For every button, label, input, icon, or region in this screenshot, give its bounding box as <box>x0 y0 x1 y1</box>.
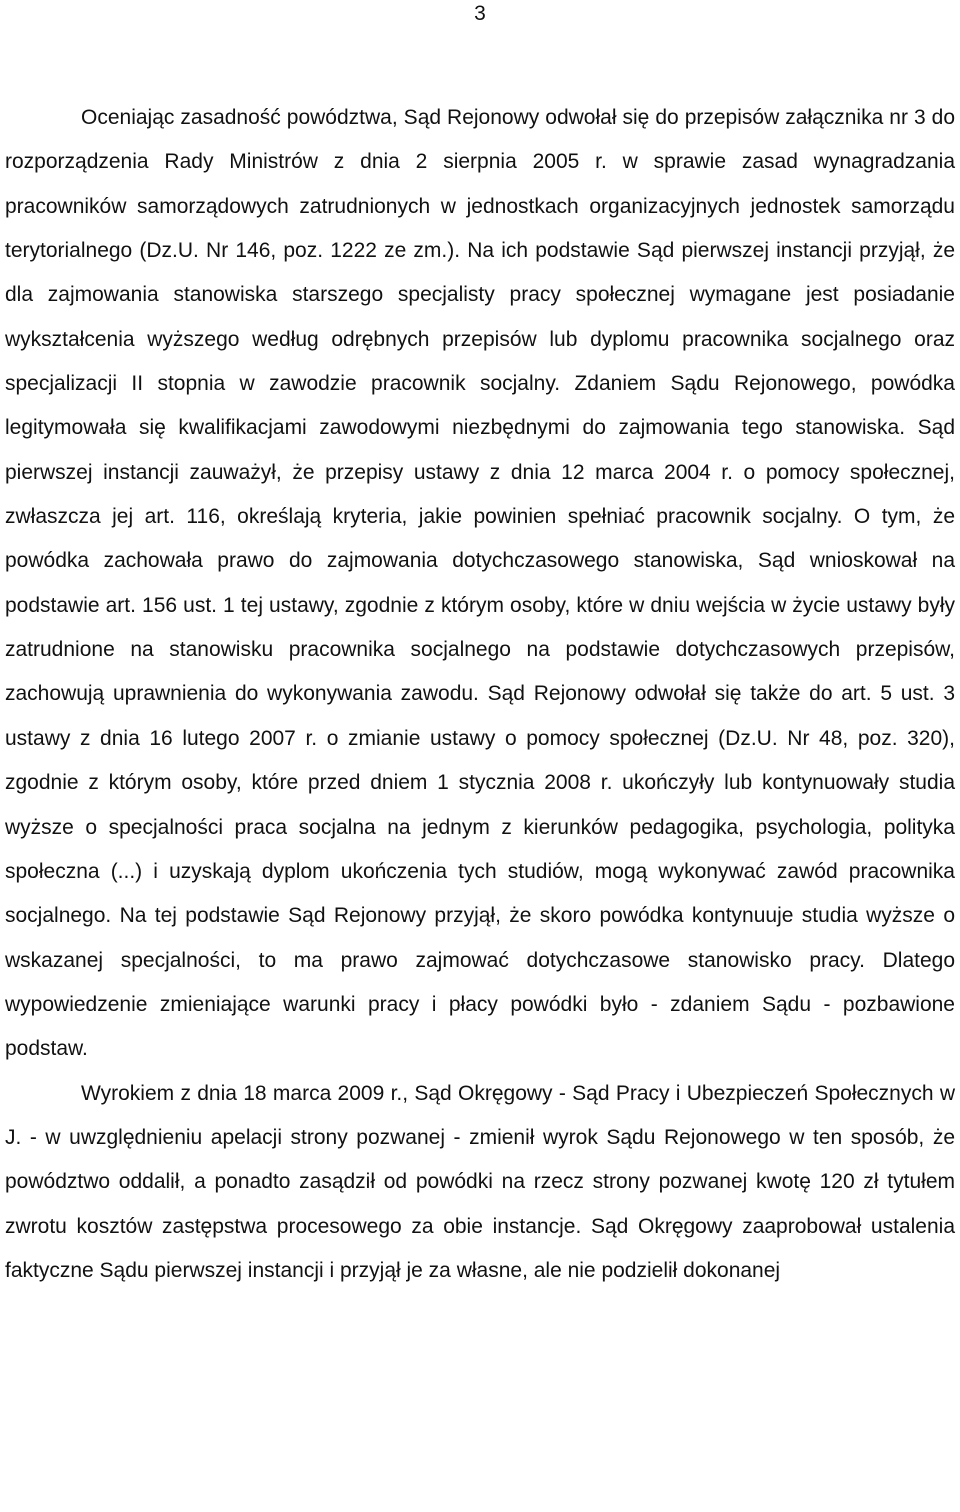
page-number: 3 <box>474 2 486 25</box>
paragraph: Wyrokiem z dnia 18 marca 2009 r., Sąd Okręgowy - Sąd Pracy i Ubezpieczeń Społecznych w J. - w uwzględnieniu apelacji strony pozwanej - zmienił wyrok Sądu Rejonowego w ten sposób, że powództwo oddalił, a ponadto zasądził od powódki na rzecz strony pozwanej kwotę 120 zł tytułem zwrotu kosztów zastępstwa procesowego za obie instancje. Sąd Okręgowy zaaprobował ustalenia faktyczne Sądu pierwszej instancji i przyjął je za własne, ale nie podzielił dokonanej <box>5 1081 955 1282</box>
paragraph: Oceniając zasadność powództwa, Sąd Rejonowy odwołał się do przepisów załącznika nr 3 do rozporządzenia Rady Ministrów z dnia 2 sierpnia 2005 r. w sprawie zasad wynagradzania pracowników samorządowych zatrudnionych w jednostkach organizacyjnych jednostek samorządu terytorialnego (Dz.U. Nr 146, poz. 1222 ze zm.). Na ich podstawie Sąd pierwszej instancji przyjął, że dla zajmowania stanowiska starszego specjalisty pracy społecznej wymagane jest posiadanie wykształcenia wyższego według odrębnych przepisów lub dyplomu pracownika socjalnego oraz specjalizacji II stopnia w zawodzie pracownik socjalny. Zdaniem Sądu Rejonowego, powódka legitymowała się kwalifikacjami zawodowymi niezbędnymi do zajmowania tego stanowiska. Sąd pierwszej instancji zauważył, że przepisy ustawy z dnia 12 marca 2004 r. o pomocy społecznej, zwłaszcza jej art. 116, określają kryteria, jakie powinien spełniać pracownik socjalny. O tym, że powódka zachowała prawo do zajmowania dotychczasowego stanowiska, Sąd wnioskował na podstawie art. 156 ust. 1 tej ustawy, zgodnie z którym osoby, które w dniu wejścia w życie ustawy były zatrudnione na stanowisku pracownika socjalnego na podstawie dotychczasowych przepisów, zachowują uprawnienia do wykonywania zawodu. Sąd Rejonowy odwołał się także do art. 5 ust. 3 ustawy z dnia 16 lutego 2007 r. o zmianie ustawy o pomocy społecznej (Dz.U. Nr 48, poz. 320), zgodnie z którym osoby, które przed dniem 1 stycznia 2008 r. ukończyły lub kontynuowały studia wyższe o specjalności praca socjalna na jednym z kierunków pedagogika, psychologia, polityka społeczna (...) i uzyskają dyplom ukończenia tych studiów, mogą wykonywać zawód pracownika socjalnego. Na tej podstawie Sąd Rejonowy przyjął, że skoro powódka kontynuuje studia wyższe o wskazanej specjalności, to ma prawo zajmować dotychczasowe stanowisko pracy. Dlatego wypowiedzenie zmieniające warunki pracy i płacy powódki było - zdaniem Sądu - pozbawione podstaw. <box>5 106 955 1061</box>
document-body <box>5 96 955 1293</box>
